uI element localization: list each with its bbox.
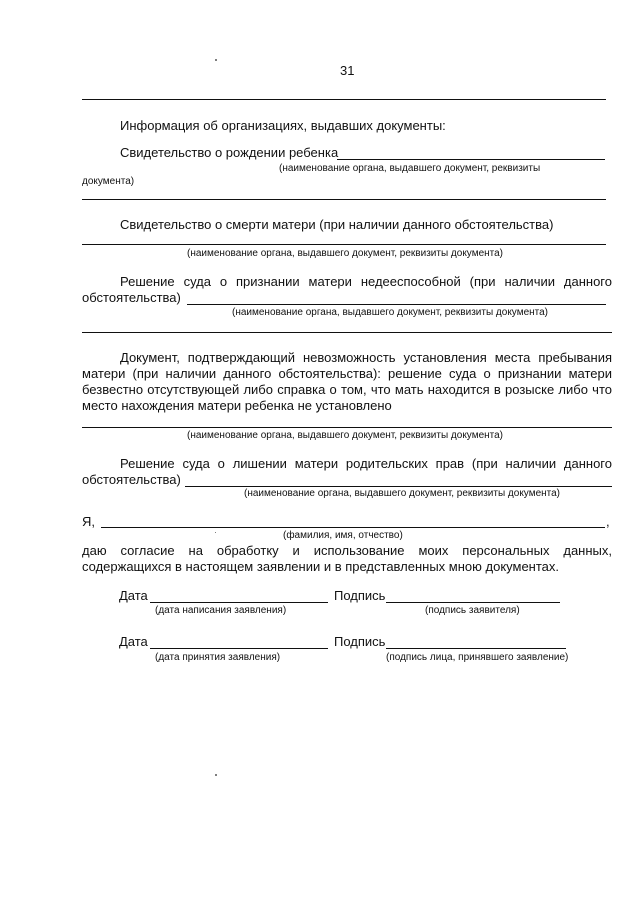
whereabouts-text-line1: Документ, подтверждающий невозможность установления места пребывания <box>120 350 612 365</box>
signature-label: Подпись <box>334 634 386 649</box>
birth-certificate-label: Свидетельство о рождении ребенка <box>120 145 339 160</box>
birth-certificate-hint-continued: документа) <box>82 176 135 187</box>
mother-death-certificate-hint: (наименование органа, выдавшего документ, реквизиты документа) <box>187 248 504 259</box>
birth-certificate-field[interactable] <box>337 159 605 160</box>
receiver-signature-field[interactable] <box>386 648 566 649</box>
parental-rights-text-line1: Решение суда о лишении матери родительских прав (при наличии данного <box>120 456 612 471</box>
parental-rights-field[interactable] <box>185 486 612 487</box>
parental-rights-hint: (наименование органа, выдавшего документ, реквизиты документа) <box>244 488 561 499</box>
application-date-field[interactable] <box>150 602 328 603</box>
incapacity-decision-text-line1: Решение суда о признании матери недееспособной (при наличии данного <box>120 274 612 289</box>
full-name-field[interactable] <box>101 527 605 528</box>
applicant-signature-field[interactable] <box>386 602 560 603</box>
scan-speck <box>215 774 217 776</box>
incapacity-decision-field-line2[interactable] <box>82 332 612 333</box>
date-label: Дата <box>119 588 148 603</box>
whereabouts-text-line3: безвестно отсутствующей либо справка о том, что мать находится в розыске либо что <box>82 382 612 397</box>
acceptance-date-hint: (дата принятия заявления) <box>155 652 281 663</box>
parental-rights-text-line2: обстоятельства) <box>82 472 181 487</box>
consent-text-line2: содержащихся в настоящем заявлении и в представленных мною документах. <box>82 559 560 574</box>
scan-speck <box>215 532 216 533</box>
page-number: 31 <box>340 63 355 78</box>
incapacity-decision-field[interactable] <box>187 304 606 305</box>
mother-death-certificate-label: Свидетельство о смерти матери (при наличии данного обстоятельства) <box>120 217 554 232</box>
full-name-hint: (фамилия, имя, отчество) <box>283 530 403 541</box>
scan-speck <box>215 59 217 61</box>
receiver-signature-hint: (подпись лица, принявшего заявление) <box>386 652 569 663</box>
birth-certificate-hint: (наименование органа, выдавшего документ, реквизиты <box>279 163 541 174</box>
incapacity-decision-hint: (наименование органа, выдавшего документ, реквизиты документа) <box>232 307 549 318</box>
mother-death-certificate-field[interactable] <box>82 244 606 245</box>
whereabouts-text-line2: матери (при наличии данного обстоятельства): решение суда о признании матери <box>82 366 612 381</box>
consent-suffix: , <box>606 514 610 529</box>
consent-text-line1: даю согласие на обработку и использование моих персональных данных, <box>82 543 612 558</box>
signature-label: Подпись <box>334 588 386 603</box>
application-date-hint: (дата написания заявления) <box>155 605 287 616</box>
date-label: Дата <box>119 634 148 649</box>
section-title: Информация об организациях, выдавших документы: <box>120 118 446 133</box>
whereabouts-hint: (наименование органа, выдавшего документ, реквизиты документа) <box>187 430 504 441</box>
incapacity-decision-text-line2: обстоятельства) <box>82 290 181 305</box>
acceptance-date-field[interactable] <box>150 648 328 649</box>
applicant-signature-hint: (подпись заявителя) <box>425 605 520 616</box>
whereabouts-text-line4: место нахождения матери ребенка не установлено <box>82 398 392 413</box>
birth-certificate-field-line2[interactable] <box>82 199 606 200</box>
whereabouts-field[interactable] <box>82 427 612 428</box>
consent-prefix: Я, <box>82 514 95 529</box>
header-rule <box>82 99 606 100</box>
